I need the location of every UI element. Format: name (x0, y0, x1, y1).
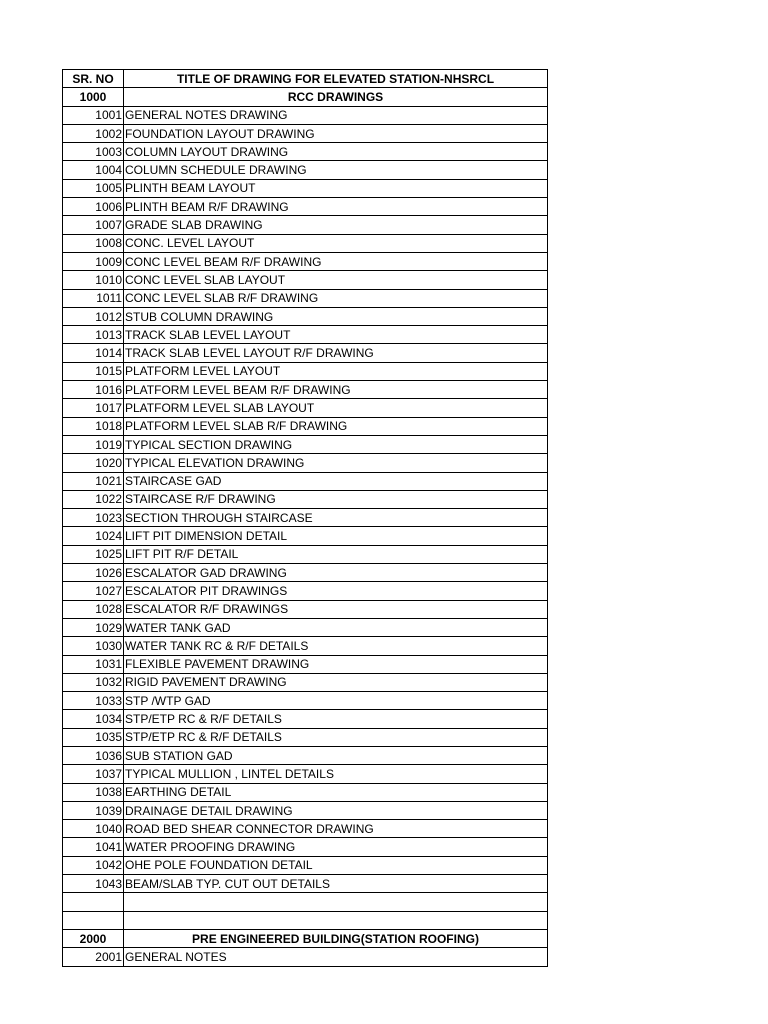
drawing-title[interactable]: GENERAL NOTES (124, 948, 548, 966)
drawing-title[interactable]: STP/ETP RC & R/F DETAILS (124, 728, 548, 746)
blank-row (63, 893, 548, 911)
drawing-number[interactable]: 1020 (63, 454, 124, 472)
drawing-title[interactable]: GRADE SLAB DRAWING (124, 216, 548, 234)
table-row (63, 509, 548, 527)
drawing-title[interactable]: GENERAL NOTES DRAWING (124, 106, 548, 124)
table-row (63, 728, 548, 746)
drawing-number[interactable]: 1042 (63, 856, 124, 874)
drawing-number[interactable]: 1027 (63, 582, 124, 600)
section-title[interactable]: RCC DRAWINGS (124, 88, 548, 106)
drawing-title[interactable]: CONC LEVEL SLAB LAYOUT (124, 271, 548, 289)
drawing-number[interactable]: 1036 (63, 746, 124, 764)
table-row (63, 179, 548, 197)
drawing-title[interactable]: STP/ETP RC & R/F DETAILS (124, 710, 548, 728)
drawing-title[interactable]: PLATFORM LEVEL SLAB LAYOUT (124, 399, 548, 417)
drawing-number[interactable]: 1028 (63, 600, 124, 618)
table-row (63, 362, 548, 380)
header-sr-no[interactable]: SR. NO (63, 70, 124, 88)
drawing-number[interactable]: 1023 (63, 509, 124, 527)
drawing-number[interactable]: 1005 (63, 179, 124, 197)
drawing-title[interactable]: OHE POLE FOUNDATION DETAIL (124, 856, 548, 874)
table-row (63, 746, 548, 764)
drawing-title[interactable]: SECTION THROUGH STAIRCASE (124, 509, 548, 527)
table-row (63, 381, 548, 399)
drawing-number[interactable]: 1041 (63, 838, 124, 856)
drawing-title[interactable]: SUB STATION GAD (124, 746, 548, 764)
drawing-title[interactable]: STAIRCASE GAD (124, 472, 548, 490)
drawing-title[interactable]: COLUMN LAYOUT DRAWING (124, 143, 548, 161)
drawing-title[interactable]: STP /WTP GAD (124, 692, 548, 710)
drawing-title[interactable]: STUB COLUMN DRAWING (124, 307, 548, 325)
table-row (63, 820, 548, 838)
drawing-title[interactable]: STAIRCASE R/F DRAWING (124, 490, 548, 508)
drawing-title[interactable]: FOUNDATION LAYOUT DRAWING (124, 124, 548, 142)
table-row (63, 783, 548, 801)
table-row (63, 344, 548, 362)
table-row (63, 234, 548, 252)
drawing-title[interactable]: ROAD BED SHEAR CONNECTOR DRAWING (124, 820, 548, 838)
drawing-number[interactable]: 1033 (63, 692, 124, 710)
drawing-title[interactable]: WATER TANK RC & R/F DETAILS (124, 637, 548, 655)
drawing-title[interactable]: LIFT PIT DIMENSION DETAIL (124, 527, 548, 545)
table-row (63, 801, 548, 819)
drawing-number[interactable]: 1004 (63, 161, 124, 179)
drawing-number[interactable]: 1029 (63, 618, 124, 636)
section-header-row (63, 929, 548, 947)
drawing-title[interactable]: BEAM/SLAB TYP. CUT OUT DETAILS (124, 875, 548, 893)
section-header-row (63, 88, 548, 106)
header-row (63, 70, 548, 88)
drawing-title[interactable]: PLATFORM LEVEL LAYOUT (124, 362, 548, 380)
table-row (63, 692, 548, 710)
table-row (63, 472, 548, 490)
table-row (63, 326, 548, 344)
table-row (63, 252, 548, 270)
drawing-title[interactable]: PLINTH BEAM LAYOUT (124, 179, 548, 197)
drawing-number[interactable]: 1035 (63, 728, 124, 746)
drawing-number[interactable]: 1012 (63, 307, 124, 325)
drawing-title[interactable]: ESCALATOR PIT DRAWINGS (124, 582, 548, 600)
drawing-title[interactable]: DRAINAGE DETAIL DRAWING (124, 801, 548, 819)
drawing-number[interactable]: 1040 (63, 820, 124, 838)
table-row (63, 307, 548, 325)
drawing-number[interactable]: 1039 (63, 801, 124, 819)
table-row (63, 765, 548, 783)
drawing-number[interactable]: 1022 (63, 490, 124, 508)
drawing-number[interactable]: 1009 (63, 252, 124, 270)
drawing-title[interactable]: PLINTH BEAM R/F DRAWING (124, 198, 548, 216)
drawing-title[interactable]: PLATFORM LEVEL BEAM R/F DRAWING (124, 381, 548, 399)
table-row (63, 454, 548, 472)
drawing-number[interactable]: 1010 (63, 271, 124, 289)
drawing-title[interactable]: LIFT PIT R/F DETAIL (124, 545, 548, 563)
drawing-number[interactable]: 1017 (63, 399, 124, 417)
drawing-list-table (62, 69, 548, 967)
table-row (63, 637, 548, 655)
table-row (63, 564, 548, 582)
drawing-title[interactable]: PLATFORM LEVEL SLAB R/F DRAWING (124, 417, 548, 435)
drawing-title[interactable]: TYPICAL ELEVATION DRAWING (124, 454, 548, 472)
table-row (63, 417, 548, 435)
drawing-number[interactable]: 1013 (63, 326, 124, 344)
table-row (63, 618, 548, 636)
drawing-number[interactable]: 1024 (63, 527, 124, 545)
drawing-number[interactable]: 1026 (63, 564, 124, 582)
drawing-number[interactable]: 1015 (63, 362, 124, 380)
section-code[interactable]: 2000 (63, 929, 124, 947)
drawing-number[interactable]: 1030 (63, 637, 124, 655)
table-row (63, 198, 548, 216)
gap-row (63, 911, 548, 929)
drawing-number[interactable]: 1018 (63, 417, 124, 435)
table-row (63, 856, 548, 874)
table-row (63, 875, 548, 893)
drawing-number[interactable]: 1007 (63, 216, 124, 234)
table-row (63, 216, 548, 234)
drawing-title[interactable]: TYPICAL SECTION DRAWING (124, 435, 548, 453)
drawing-number[interactable]: 1032 (63, 673, 124, 691)
table-row (63, 143, 548, 161)
drawing-title[interactable]: CONC. LEVEL LAYOUT (124, 234, 548, 252)
drawing-number[interactable]: 1037 (63, 765, 124, 783)
table-row (63, 948, 548, 966)
table-row (63, 838, 548, 856)
table-row (63, 435, 548, 453)
table-row (63, 399, 548, 417)
drawing-number[interactable]: 1031 (63, 655, 124, 673)
table-row (63, 582, 548, 600)
drawing-number[interactable]: 1043 (63, 875, 124, 893)
drawing-number[interactable]: 1003 (63, 143, 124, 161)
drawing-title[interactable]: RIGID PAVEMENT DRAWING (124, 673, 548, 691)
drawing-title[interactable]: WATER TANK GAD (124, 618, 548, 636)
drawing-number[interactable]: 1014 (63, 344, 124, 362)
section-code[interactable]: 1000 (63, 88, 124, 106)
drawing-title[interactable]: COLUMN SCHEDULE DRAWING (124, 161, 548, 179)
drawing-title[interactable]: TRACK SLAB LEVEL LAYOUT (124, 326, 548, 344)
table-row (63, 289, 548, 307)
drawing-number[interactable]: 1019 (63, 435, 124, 453)
table-row (63, 106, 548, 124)
drawing-number[interactable]: 1008 (63, 234, 124, 252)
table-row (63, 124, 548, 142)
table-row (63, 545, 548, 563)
drawing-title[interactable]: ESCALATOR GAD DRAWING (124, 564, 548, 582)
drawing-number[interactable]: 1034 (63, 710, 124, 728)
header-title[interactable]: TITLE OF DRAWING FOR ELEVATED STATION-NHSRCL (124, 70, 548, 88)
drawing-number[interactable]: 1006 (63, 198, 124, 216)
table-row (63, 673, 548, 691)
drawing-number[interactable]: 1038 (63, 783, 124, 801)
drawing-title[interactable]: CONC LEVEL BEAM R/F DRAWING (124, 252, 548, 270)
drawing-title[interactable]: CONC LEVEL SLAB R/F DRAWING (124, 289, 548, 307)
drawing-title[interactable]: ESCALATOR R/F DRAWINGS (124, 600, 548, 618)
drawing-number[interactable]: 2001 (63, 948, 124, 966)
drawing-title[interactable]: EARTHING DETAIL (124, 783, 548, 801)
table-row (63, 527, 548, 545)
table-row (63, 161, 548, 179)
blank-cell[interactable] (63, 893, 124, 911)
drawing-number[interactable]: 1025 (63, 545, 124, 563)
drawing-number[interactable]: 1011 (63, 289, 124, 307)
table-row (63, 271, 548, 289)
table-row (63, 490, 548, 508)
table-row (63, 600, 548, 618)
drawing-number[interactable]: 1001 (63, 106, 124, 124)
table-row (63, 655, 548, 673)
drawing-title[interactable]: FLEXIBLE PAVEMENT DRAWING (124, 655, 548, 673)
drawing-number[interactable]: 1016 (63, 381, 124, 399)
drawing-list-body (63, 70, 548, 967)
drawing-title[interactable]: TYPICAL MULLION , LINTEL DETAILS (124, 765, 548, 783)
drawing-title[interactable]: TRACK SLAB LEVEL LAYOUT R/F DRAWING (124, 344, 548, 362)
section-title[interactable]: PRE ENGINEERED BUILDING(STATION ROOFING) (124, 929, 548, 947)
blank-cell[interactable] (124, 893, 548, 911)
table-row (63, 710, 548, 728)
drawing-number[interactable]: 1002 (63, 124, 124, 142)
drawing-number[interactable]: 1021 (63, 472, 124, 490)
drawing-title[interactable]: WATER PROOFING DRAWING (124, 838, 548, 856)
